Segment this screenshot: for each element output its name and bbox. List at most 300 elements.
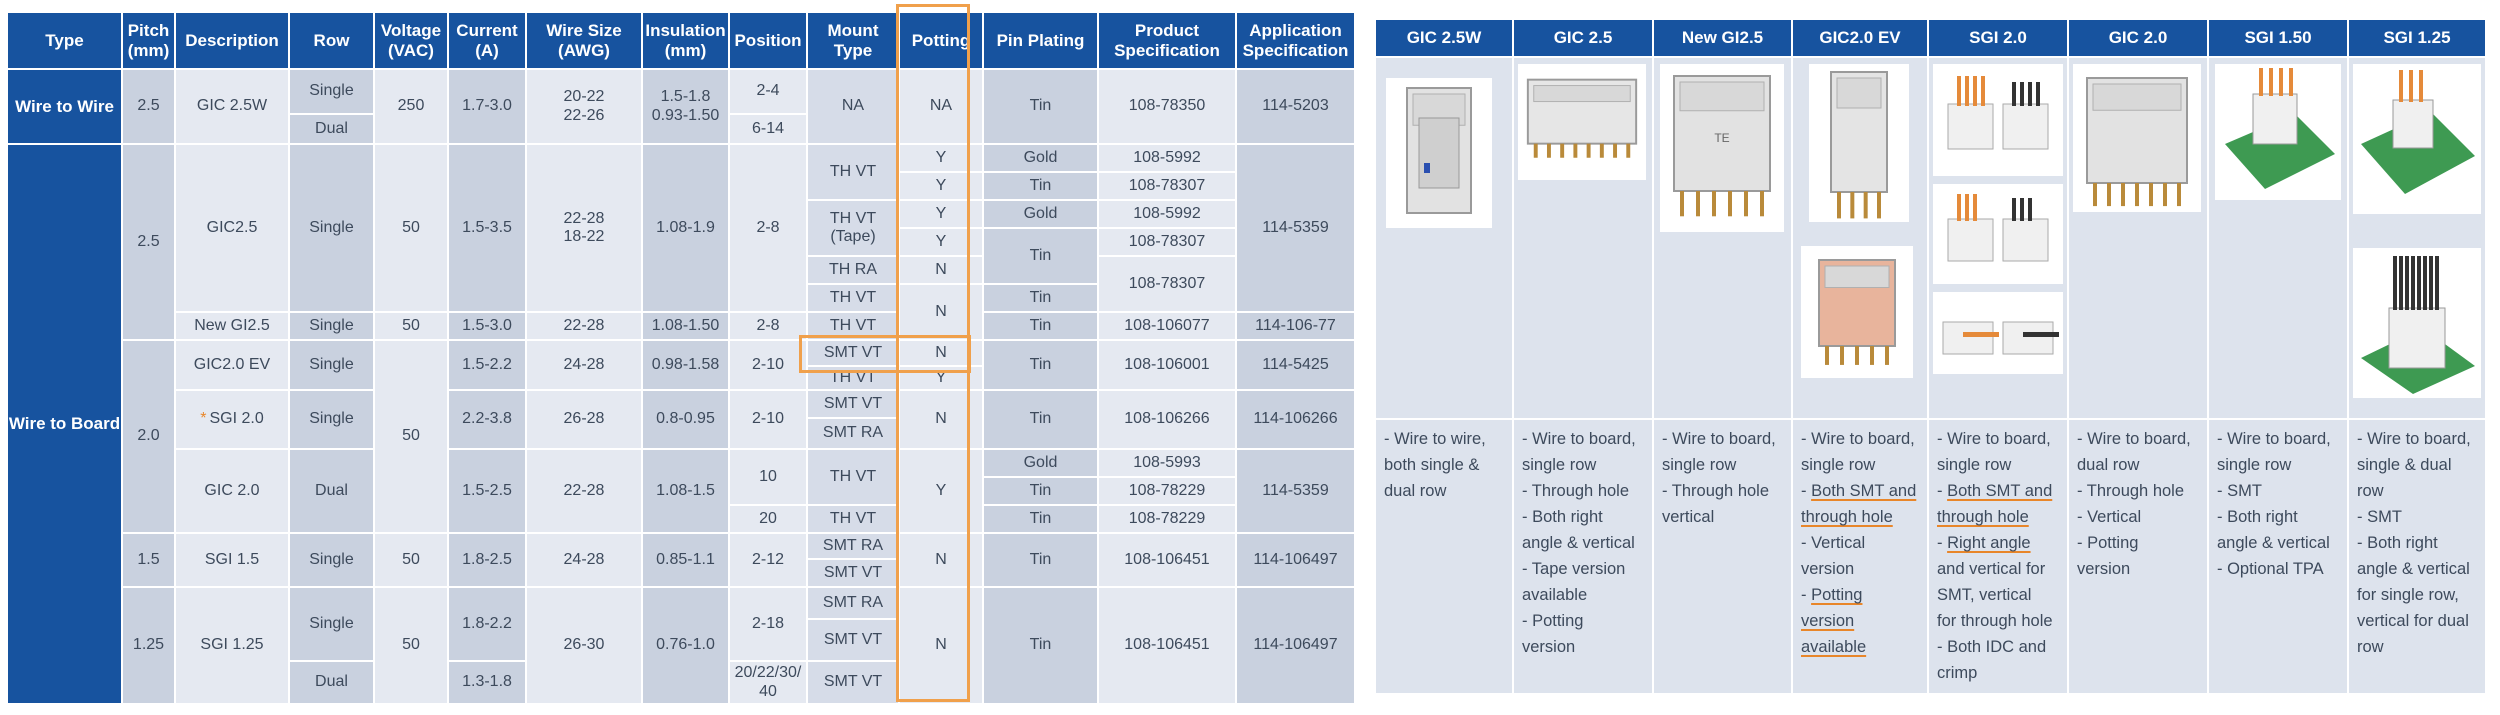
description-line — [2217, 504, 2341, 530]
description-text: - — [1937, 534, 1948, 552]
description-text: - — [1801, 586, 1812, 604]
current-cell: 1.7-3.0 — [449, 70, 525, 143]
product-image-cell — [1793, 58, 1927, 418]
product-name: GIC 2.5W — [1376, 20, 1512, 56]
insulation-cell: 0.98-1.58 — [643, 341, 728, 389]
pitch-cell: 2.5 — [123, 145, 174, 339]
potting-cell: NA — [900, 70, 982, 143]
current-cell: 1.8-2.2 — [449, 588, 525, 660]
description-text: crimp — [1937, 664, 1978, 682]
description-text: - Wire to board, — [1801, 430, 1915, 448]
row-cell: Single — [290, 145, 373, 311]
position-cell: 2-10 — [730, 341, 806, 389]
description-line — [1662, 504, 1785, 530]
description-cell: SGI 1.5 — [176, 534, 288, 586]
description-line — [1937, 478, 2061, 504]
description-text: - SMT — [2217, 482, 2262, 500]
application-spec-cell: 114-106497 — [1237, 534, 1354, 586]
description-text: - Potting — [2077, 534, 2139, 552]
description-line — [1522, 556, 1646, 582]
description-text: Right angle — [1947, 534, 2031, 552]
product-image-cell — [2069, 58, 2207, 418]
header-product-spec: Product Specification — [1099, 13, 1235, 68]
product-spec-cell: 108-78229 — [1099, 478, 1235, 504]
insulation-cell: 1.08-1.5 — [643, 450, 728, 532]
pin-plating-cell: Gold — [984, 145, 1097, 171]
description-line — [1937, 608, 2061, 634]
row-cell: Single — [290, 534, 373, 586]
application-spec-cell: 114-106-77 — [1237, 313, 1354, 339]
description-text: dual row — [2077, 456, 2140, 474]
description-cell: GIC2.0 EV — [176, 341, 288, 389]
header-insulation: Insulation (mm) — [643, 13, 728, 68]
pitch-cell: 1.5 — [123, 534, 174, 586]
description-cell: GIC 2.5W — [176, 70, 288, 143]
wire-size-cell: 22-28 — [527, 313, 641, 339]
description-text: - Wire to board, — [2357, 430, 2471, 448]
description-line — [1522, 634, 1646, 660]
row-cell: Single — [290, 391, 373, 448]
mount-type-cell: SMT RA — [808, 419, 898, 448]
description-line — [1801, 608, 1921, 634]
description-text: - Both IDC and — [1937, 638, 2047, 656]
description-line — [2077, 504, 2201, 530]
description-line — [1522, 530, 1646, 556]
pin-plating-cell: Tin — [984, 229, 1097, 283]
header-potting: Potting — [900, 13, 982, 68]
header-application-spec: Application Specification — [1237, 13, 1354, 68]
product-name: GIC 2.0 — [2069, 20, 2207, 56]
row-cell: Dual — [290, 115, 373, 143]
wire-size-cell: 24-28 — [527, 534, 641, 586]
description-text: dual row — [1384, 482, 1447, 500]
product-image-cell — [1514, 58, 1652, 418]
mount-type-cell: TH VT — [808, 285, 898, 311]
product-spec-cell: 108-78229 — [1099, 506, 1235, 532]
product-image-cell — [1376, 58, 1512, 418]
header-current: Current (A) — [449, 13, 525, 68]
potting-cell: Y — [900, 173, 982, 199]
product-image-cell — [1929, 58, 2067, 418]
header-mount-type: Mount Type — [808, 13, 898, 68]
current-cell: 1.5-2.5 — [449, 450, 525, 532]
potting-cell: N — [900, 341, 982, 365]
application-spec-cell: 114-5203 — [1237, 70, 1354, 143]
description-text: - Wire to board, — [1937, 430, 2051, 448]
description-text: - Vertical — [2077, 508, 2142, 526]
header-description: Description — [176, 13, 288, 68]
description-text: single row — [1522, 456, 1597, 474]
product-panel — [1376, 20, 2498, 693]
description-line — [2357, 426, 2479, 452]
description-line — [1937, 582, 2061, 608]
row-cell: Single — [290, 341, 373, 389]
description-line — [1384, 452, 1506, 478]
position-cell: 2-8 — [730, 313, 806, 339]
position-cell: 10 — [730, 450, 806, 504]
pitch-cell: 1.25 — [123, 588, 174, 703]
product-spec-cell: 108-5992 — [1099, 145, 1235, 171]
description-line — [1937, 556, 2061, 582]
pitch-cell: 2.0 — [123, 341, 174, 532]
pin-plating-cell: Tin — [984, 70, 1097, 143]
description-text: single row — [2217, 456, 2292, 474]
mount-type-cell: SMT VT — [808, 560, 898, 586]
product-column — [2209, 20, 2347, 693]
row-cell: Single — [290, 70, 373, 113]
mount-type-cell: SMT VT — [808, 620, 898, 660]
product-description — [1654, 420, 1791, 693]
description-text: angle & vertical — [2217, 534, 2330, 552]
description-line — [1522, 582, 1646, 608]
description-line — [2077, 556, 2201, 582]
position-cell: 2-4 — [730, 70, 806, 113]
product-photo — [1933, 64, 2063, 176]
insulation-cell: 1.08-1.50 — [643, 313, 728, 339]
description-text: single row — [1801, 456, 1876, 474]
mount-type-cell: SMT VT — [808, 341, 898, 365]
pin-plating-cell: Tin — [984, 173, 1097, 199]
product-photo — [1660, 64, 1784, 232]
description-line — [1801, 478, 1921, 504]
description-text: single row — [1662, 456, 1737, 474]
description-line — [2357, 530, 2479, 556]
mount-type-cell: SMT RA — [808, 534, 898, 558]
description-line — [1522, 452, 1646, 478]
description-text: - Optional TPA — [2217, 560, 2324, 578]
current-cell: 1.5-3.0 — [449, 313, 525, 339]
description-line — [2357, 478, 2479, 504]
description-line — [1522, 504, 1646, 530]
potting-cell: Y — [900, 229, 982, 255]
product-image-cell — [2209, 58, 2347, 418]
description-line — [2357, 504, 2479, 530]
description-text: for through hole — [1937, 612, 2053, 630]
product-description — [1793, 420, 1927, 693]
product-spec-cell: 108-106077 — [1099, 313, 1235, 339]
product-description — [1514, 420, 1652, 693]
description-line — [1801, 582, 1921, 608]
position-cell: 2-12 — [730, 534, 806, 586]
description-text: angle & vertical — [2357, 560, 2470, 578]
current-cell: 1.8-2.5 — [449, 534, 525, 586]
description-line — [2357, 452, 2479, 478]
wire-size-cell: 26-28 — [527, 391, 641, 448]
description-line — [2077, 426, 2201, 452]
mount-type-cell: SMT VT — [808, 662, 898, 703]
wire-size-cell: 24-28 — [527, 341, 641, 389]
description-line — [1937, 452, 2061, 478]
description-text: through hole — [1801, 508, 1893, 526]
star-marker: * — [200, 410, 207, 428]
mount-type-cell: TH VT — [808, 145, 898, 199]
description-text: vertical — [1662, 508, 1715, 526]
product-spec-cell: 108-5992 — [1099, 201, 1235, 227]
description-line — [1384, 478, 1506, 504]
product-spec-cell: 108-78307 — [1099, 173, 1235, 199]
description-text: row — [2357, 482, 2384, 500]
description-text: single row — [1937, 456, 2012, 474]
description-text: version — [1801, 612, 1855, 630]
voltage-cell: 50 — [375, 341, 447, 532]
product-name: SGI 1.25 — [2349, 20, 2485, 56]
description-text: - Wire to wire, — [1384, 430, 1486, 448]
product-photo — [2353, 248, 2481, 398]
description-line — [1801, 426, 1921, 452]
description-text: version — [1522, 638, 1576, 656]
description-text: - — [1937, 482, 1948, 500]
description-text: Both SMT and — [1947, 482, 2053, 500]
description-line — [2357, 634, 2479, 660]
product-column — [1514, 20, 1652, 693]
pin-plating-cell: Tin — [984, 341, 1097, 389]
header-pin-plating: Pin Plating — [984, 13, 1097, 68]
header-row: Row — [290, 13, 373, 68]
description-text: vertical for dual — [2357, 612, 2469, 630]
voltage-cell: 250 — [375, 70, 447, 143]
row-cell: Dual — [290, 450, 373, 532]
pin-plating-cell: Tin — [984, 478, 1097, 504]
product-description — [1929, 420, 2067, 693]
product-photo — [1386, 78, 1492, 228]
product-spec-cell: 108-106266 — [1099, 391, 1235, 448]
mount-type-cell: SMT VT — [808, 391, 898, 417]
position-cell: 20 — [730, 506, 806, 532]
wire-size-cell: 26-30 — [527, 588, 641, 703]
description-text: - Both right — [2217, 508, 2298, 526]
potting-cell: Y — [900, 450, 982, 532]
description-cell: SGI 1.25 — [176, 588, 288, 703]
row-cell: Dual — [290, 662, 373, 703]
product-description — [2209, 420, 2347, 693]
description-line — [2357, 556, 2479, 582]
product-column — [1793, 20, 1927, 693]
description-line — [2357, 608, 2479, 634]
product-spec-cell: 108-106451 — [1099, 588, 1235, 703]
description-line — [1662, 426, 1785, 452]
mount-type-cell: NA — [808, 70, 898, 143]
product-spec-cell: 108-106451 — [1099, 534, 1235, 586]
description-text: for single row, — [2357, 586, 2459, 604]
product-photo — [1933, 184, 2063, 284]
pin-plating-cell: Tin — [984, 313, 1097, 339]
description-text: angle & vertical — [1522, 534, 1635, 552]
product-spec-cell: 108-78307 — [1099, 257, 1235, 311]
voltage-cell: 50 — [375, 588, 447, 703]
description-text: - — [1801, 482, 1812, 500]
mount-type-cell: TH VT — [808, 313, 898, 339]
header-voltage: Voltage (VAC) — [375, 13, 447, 68]
description-text: both single & — [1384, 456, 1480, 474]
current-cell: 1.5-3.5 — [449, 145, 525, 311]
mount-type-cell: TH VT — [808, 450, 898, 504]
description-line — [2217, 556, 2341, 582]
potting-cell: Y — [900, 201, 982, 227]
header-pitch: Pitch (mm) — [123, 13, 174, 68]
product-photo — [2215, 64, 2341, 200]
mount-type-cell: TH VT — [808, 367, 898, 389]
description-text: - Both right — [1522, 508, 1603, 526]
description-line — [1937, 426, 2061, 452]
position-cell: 6-14 — [730, 115, 806, 143]
svg-text:TE: TE — [1714, 131, 1730, 145]
application-spec-cell: 114-106266 — [1237, 391, 1354, 448]
product-photo — [2073, 64, 2201, 212]
description-text: SMT, vertical — [1937, 586, 2032, 604]
description-line — [1801, 530, 1921, 556]
description-line — [1937, 660, 2061, 686]
product-column — [2069, 20, 2207, 693]
description-line — [2077, 478, 2201, 504]
description-line — [1662, 478, 1785, 504]
product-photo — [1809, 64, 1909, 222]
description-text: row — [2357, 638, 2384, 656]
insulation-cell: 0.8-0.95 — [643, 391, 728, 448]
product-description — [1376, 420, 1512, 693]
description-line — [1522, 608, 1646, 634]
description-text: - Potting — [1522, 612, 1584, 630]
description-line — [2217, 426, 2341, 452]
type-wire-to-wire: Wire to Wire — [8, 70, 121, 143]
position-cell: 2-10 — [730, 391, 806, 448]
potting-cell: N — [900, 391, 982, 448]
product-name: SGI 2.0 — [1929, 20, 2067, 56]
product-column — [1376, 20, 1512, 693]
current-cell: 1.5-2.2 — [449, 341, 525, 389]
mount-type-cell: TH VT — [808, 506, 898, 532]
description-line — [1662, 452, 1785, 478]
description-cell: GIC 2.0 — [176, 450, 288, 532]
description-line — [1522, 478, 1646, 504]
description-text: and vertical for — [1937, 560, 2046, 578]
product-photo — [1518, 64, 1646, 180]
pin-plating-cell: Gold — [984, 450, 1097, 476]
row-cell: Single — [290, 313, 373, 339]
pin-plating-cell: Tin — [984, 285, 1097, 311]
description-line — [1937, 634, 2061, 660]
product-photo — [1933, 292, 2063, 374]
description-text: Potting — [1811, 586, 1863, 604]
product-photo — [2353, 64, 2481, 214]
description-line — [2217, 478, 2341, 504]
potting-cell: Y — [900, 145, 982, 171]
potting-cell: N — [900, 285, 982, 339]
voltage-cell: 50 — [375, 313, 447, 339]
potting-cell: Y — [900, 367, 982, 389]
product-description — [2069, 420, 2207, 693]
position-cell: 2-8 — [730, 145, 806, 311]
description-text: SGI 2.0 — [209, 410, 264, 428]
pin-plating-cell: Tin — [984, 391, 1097, 448]
description-line — [2217, 452, 2341, 478]
current-cell: 2.2-3.8 — [449, 391, 525, 448]
position-cell: 2-18 — [730, 588, 806, 660]
pin-plating-cell: Tin — [984, 506, 1097, 532]
row-cell: Single — [290, 588, 373, 660]
product-description — [2349, 420, 2485, 693]
wire-size-cell: 22-28 18-22 — [527, 145, 641, 311]
description-text: - Wire to board, — [2077, 430, 2191, 448]
potting-cell: N — [900, 534, 982, 586]
description-line — [1801, 634, 1921, 660]
description-text: - Wire to board, — [1662, 430, 1776, 448]
spec-table — [8, 13, 1348, 703]
product-image-cell — [2349, 58, 2485, 418]
description-line — [2077, 452, 2201, 478]
header-wire-size: Wire Size (AWG) — [527, 13, 641, 68]
pin-plating-cell: Gold — [984, 201, 1097, 227]
application-spec-cell: 114-5359 — [1237, 450, 1354, 532]
description-line — [1937, 504, 2061, 530]
description-text: single & dual — [2357, 456, 2452, 474]
voltage-cell: 50 — [375, 534, 447, 586]
description-text: through hole — [1937, 508, 2029, 526]
product-column — [1654, 20, 1791, 693]
description-text: - Wire to board, — [1522, 430, 1636, 448]
pin-plating-cell: Tin — [984, 588, 1097, 703]
wire-size-cell: 22-28 — [527, 450, 641, 532]
application-spec-cell: 114-5359 — [1237, 145, 1354, 311]
description-text: - Through hole — [1522, 482, 1630, 500]
description-line — [1522, 426, 1646, 452]
current-cell: 1.3-1.8 — [449, 662, 525, 703]
potting-cell: N — [900, 257, 982, 283]
description-text: - SMT — [2357, 508, 2402, 526]
product-spec-cell: 108-78307 — [1099, 229, 1235, 255]
insulation-cell: 1.08-1.9 — [643, 145, 728, 311]
insulation-cell: 1.5-1.8 0.93-1.50 — [643, 70, 728, 143]
description-line — [2077, 530, 2201, 556]
description-line — [2357, 582, 2479, 608]
mount-type-cell: TH VT (Tape) — [808, 201, 898, 255]
product-column — [1929, 20, 2067, 693]
description-text: - Tape version — [1522, 560, 1626, 578]
description-text: available — [1522, 586, 1588, 604]
header-type: Type — [8, 13, 121, 68]
description-text: - Wire to board, — [2217, 430, 2331, 448]
description-line — [1801, 452, 1921, 478]
mount-type-cell: SMT RA — [808, 588, 898, 618]
description-text: Both SMT and — [1811, 482, 1917, 500]
description-text: - Both right — [2357, 534, 2438, 552]
product-photo — [1801, 246, 1913, 378]
application-spec-cell: 114-106497 — [1237, 588, 1354, 703]
description-text: available — [1801, 638, 1867, 656]
product-column — [2349, 20, 2485, 693]
pin-plating-cell: Tin — [984, 534, 1097, 586]
description-text: - Through hole — [1662, 482, 1770, 500]
product-name: GIC2.0 EV — [1793, 20, 1927, 56]
description-text: - Vertical — [1801, 534, 1866, 552]
description-text: - Through hole — [2077, 482, 2185, 500]
product-name: SGI 1.50 — [2209, 20, 2347, 56]
product-spec-cell: 108-5993 — [1099, 450, 1235, 476]
type-wire-to-board: Wire to Board — [8, 145, 121, 703]
product-spec-cell: 108-106001 — [1099, 341, 1235, 389]
product-image-cell — [1654, 58, 1791, 418]
insulation-cell: 0.76-1.0 — [643, 588, 728, 703]
wire-size-cell: 20-22 22-26 — [527, 70, 641, 143]
product-name: GIC 2.5 — [1514, 20, 1652, 56]
application-spec-cell: 114-5425 — [1237, 341, 1354, 389]
potting-cell: N — [900, 588, 982, 703]
insulation-cell: 0.85-1.1 — [643, 534, 728, 586]
description-line — [1801, 504, 1921, 530]
product-spec-cell: 108-78350 — [1099, 70, 1235, 143]
description-text: version — [2077, 560, 2131, 578]
description-line — [1384, 426, 1506, 452]
description-cell: New GI2.5 — [176, 313, 288, 339]
